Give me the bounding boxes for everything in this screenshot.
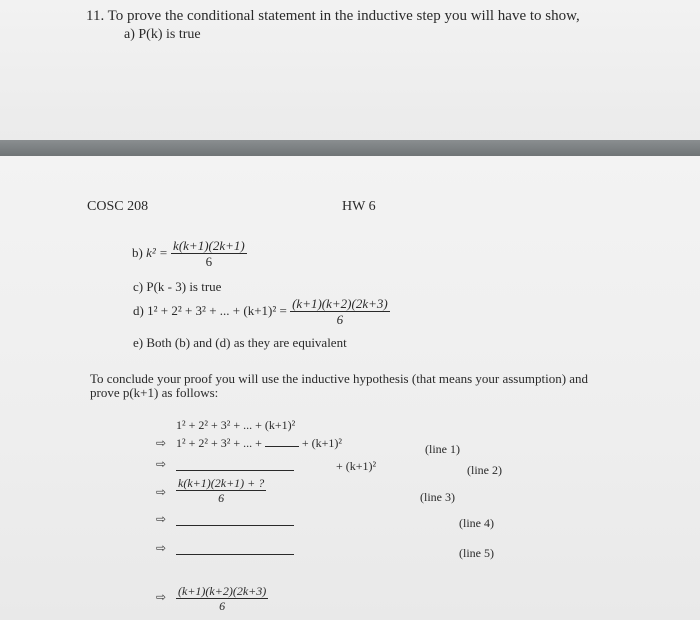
course-code: COSC 208 xyxy=(87,199,149,214)
option-e: e) Both (b) and (d) as they are equivalent xyxy=(133,335,347,350)
option-d-label: d) xyxy=(133,302,144,318)
implies-arrow-icon: ⇨ xyxy=(156,485,167,499)
proof-step-4-blank xyxy=(176,525,294,526)
option-b-denominator: 6 xyxy=(205,254,213,269)
label-line-4: (line 4) xyxy=(459,516,494,530)
proof-final xyxy=(176,584,268,614)
proof-step-2-blank xyxy=(176,470,294,471)
proof-final-denominator: 6 xyxy=(219,599,226,613)
proof-step-3 xyxy=(176,476,266,506)
label-line-1: (line 1) xyxy=(425,442,460,456)
label-line-3: (line 3) xyxy=(420,490,455,504)
proof-step-5-blank xyxy=(176,554,294,555)
implies-arrow-icon: ⇨ xyxy=(156,436,167,450)
proof-step-3-denominator: 6 xyxy=(218,491,225,505)
option-d-fraction xyxy=(290,297,390,327)
option-b-lhs: k² = xyxy=(146,244,168,260)
instructions-line-1: To conclude your proof you will use the inductive hypothesis (that means your assumption) and xyxy=(90,371,589,386)
instructions-line-2: prove p(k+1) as follows: xyxy=(90,385,219,400)
option-c: c) P(k - 3) is true xyxy=(133,279,222,294)
proof-final-numerator: (k+1)(k+2)(2k+3) xyxy=(178,584,267,598)
proof-step-1-tail: + (k+1)² xyxy=(301,436,342,450)
label-line-2: (line 2) xyxy=(467,463,502,477)
option-b-label: b) xyxy=(132,244,143,260)
implies-arrow-icon: ⇨ xyxy=(156,457,167,471)
question-stem: 11. To prove the conditional statement in the inductive step you will have to show, xyxy=(86,8,580,24)
proof-step-3-numerator: k(k+1)(2k+1) + ? xyxy=(178,476,265,490)
implies-arrow-icon: ⇨ xyxy=(156,512,167,526)
proof-step-1 xyxy=(176,436,342,451)
label-line-5: (line 5) xyxy=(459,546,494,560)
proof-step-3-fraction xyxy=(176,476,266,506)
homework-title: HW 6 xyxy=(342,199,376,214)
option-d-denominator: 6 xyxy=(336,312,344,327)
option-a: a) P(k) is true xyxy=(124,27,201,42)
option-d xyxy=(133,297,390,327)
option-b-numerator: k(k+1)(2k+1) xyxy=(173,238,245,253)
option-d-lhs: 1² + 2² + 3² + ... + (k+1)² = xyxy=(147,302,287,318)
proof-start-expression: 1² + 2² + 3² + ... + (k+1)² xyxy=(176,418,296,432)
proof-final-fraction xyxy=(176,584,268,614)
implies-arrow-icon: ⇨ xyxy=(156,590,167,604)
option-d-numerator: (k+1)(k+2)(2k+3) xyxy=(292,296,388,311)
proof-step-2-tail: + (k+1)² xyxy=(336,459,377,473)
proof-step-1-blank xyxy=(265,446,299,447)
proof-step-1-expression: 1² + 2² + 3² + ... + xyxy=(176,436,262,450)
page-divider-band xyxy=(0,140,700,156)
option-b xyxy=(132,239,247,269)
implies-arrow-icon: ⇨ xyxy=(156,541,167,555)
option-b-fraction xyxy=(171,239,247,269)
